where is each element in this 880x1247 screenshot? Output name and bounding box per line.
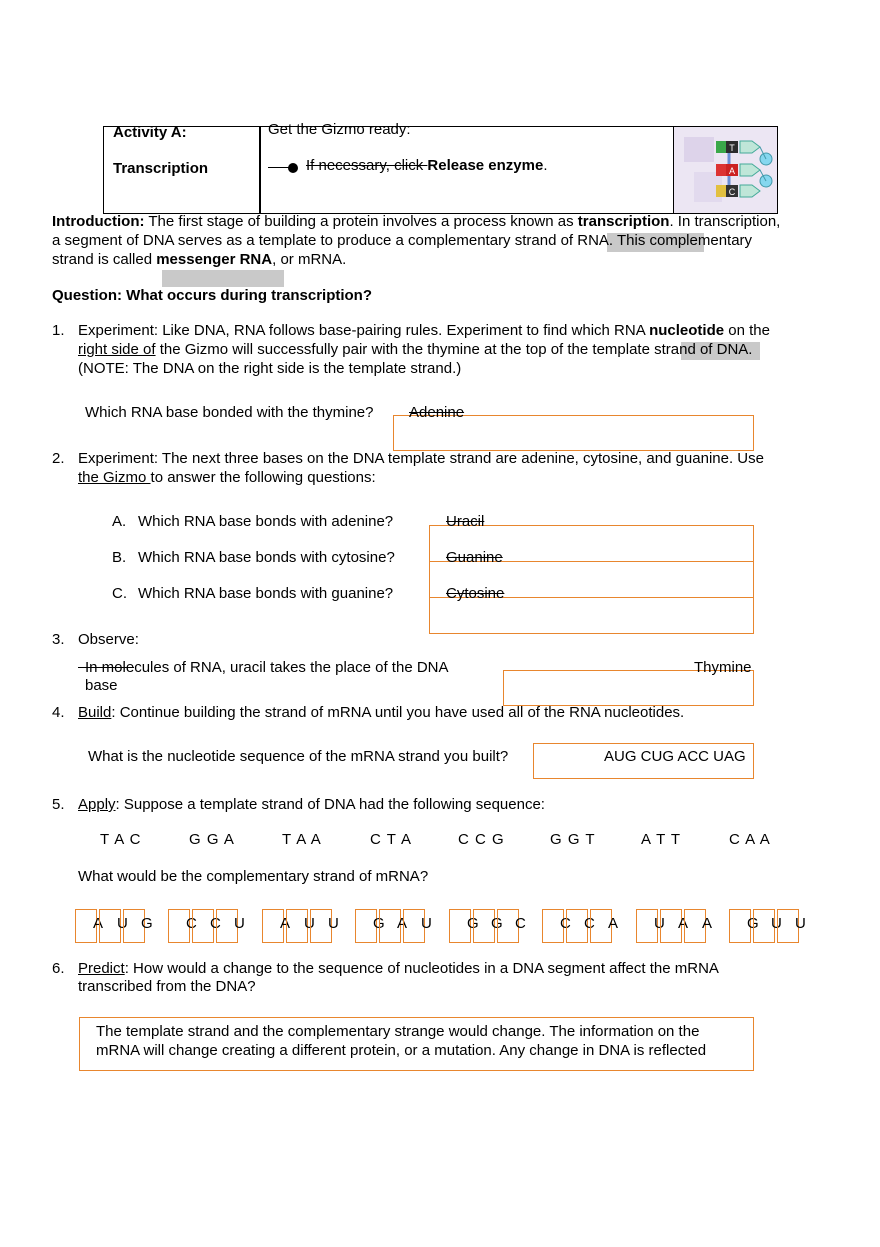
activity-topic: Transcription	[113, 160, 209, 177]
mrna-letter: A	[397, 915, 408, 932]
intro-label: Introduction:	[52, 213, 145, 230]
mrna-letter: U	[421, 915, 432, 932]
q5-text: : Suppose a template strand of DNA had the following sequence:	[115, 796, 545, 813]
gizmo-ready-title: Get the Gizmo ready:	[268, 121, 411, 138]
mrna-letter: C	[186, 915, 197, 932]
gizmo-thumbnail	[674, 127, 777, 213]
q4-text: : Continue building the strand of mRNA until you have used all of the RNA nucleotides.	[111, 704, 685, 721]
bullet-line	[268, 167, 290, 168]
q3-number: 3.	[52, 631, 65, 648]
mrna-letter: C	[560, 915, 571, 932]
q1-text-2b: the Gizmo will successfully pair with the thymine at the top of the template strand of DNA.	[155, 341, 753, 358]
mrna-letter: G	[373, 915, 385, 932]
question-heading: Question: What occurs during transcription?	[52, 287, 373, 304]
intro-line-3	[52, 251, 346, 268]
q2-item-c-letter: C.	[112, 585, 127, 602]
gizmo-thumbnail-graphic	[674, 127, 777, 213]
q2-number: 2.	[52, 450, 65, 467]
mrna-letter: A	[280, 915, 291, 932]
mrna-letter: G	[467, 915, 479, 932]
q2-answer-c: Cytosine	[446, 585, 505, 602]
q1-number: 1.	[52, 322, 65, 339]
mrna-letter: C	[584, 915, 595, 932]
dna-codon: C A A	[729, 831, 771, 848]
intro-line-1	[52, 213, 780, 230]
q1-line-3: (NOTE: The DNA on the right side is the template strand.)	[78, 360, 462, 377]
q6-answer-line-1: The template strand and the complementary strange would change. The information on the	[96, 1023, 700, 1040]
q4-answer: AUG CUG ACC UAG	[604, 748, 746, 765]
activity-label: Activity A:	[113, 124, 187, 141]
q2-item-b-letter: B.	[112, 549, 127, 566]
mrna-letter: G	[141, 915, 153, 932]
q4-build: Build	[78, 704, 112, 721]
q3-title: Observe:	[78, 631, 139, 648]
q1-text-1a: Experiment: Like DNA, RNA follows base-pairing rules. Experiment to find which RNA	[78, 322, 650, 339]
bullet-suffix: .	[543, 157, 548, 174]
mrna-letter: U	[304, 915, 315, 932]
mrna-letter: G	[491, 915, 503, 932]
q6-number: 6.	[52, 960, 65, 977]
q4-prompt: What is the nucleotide sequence of the mRNA strand you built?	[88, 748, 509, 765]
mrna-letter: C	[515, 915, 526, 932]
gizmo-letter-2: C	[728, 187, 736, 197]
intro-text-1: The first stage of building a protein involves a process known as	[144, 213, 578, 230]
q1-nucleotide: nucleotide	[649, 322, 725, 339]
dna-codon: G G A	[189, 831, 235, 848]
mrna-letter: U	[234, 915, 245, 932]
q2-item-a-letter: A.	[112, 513, 127, 530]
bullet-prefix: If necessary, click	[306, 157, 428, 174]
q4-number: 4.	[52, 704, 65, 721]
mrna-letter: A	[678, 915, 689, 932]
dna-codon: C T A	[370, 831, 412, 848]
mrna-letter: U	[117, 915, 128, 932]
q2-item-b-prompt: Which RNA base bonds with cytosine?	[138, 549, 395, 566]
mrna-letter: A	[702, 915, 713, 932]
mrna-letter: U	[771, 915, 782, 932]
q2-line-2	[78, 469, 376, 486]
q2-item-c-prompt: Which RNA base bonds with guanine?	[138, 585, 394, 602]
q6-line-1	[78, 960, 719, 977]
mrna-letter: U	[654, 915, 665, 932]
q2-the-gizmo: the Gizmo	[78, 469, 151, 486]
intro-text-3a: strand is called	[52, 251, 157, 268]
intro-line-2: a segment of DNA serves as a template to produce a complementary strand of RNA. This complementary	[52, 232, 753, 249]
q1-line-2	[78, 341, 752, 358]
dna-codon: T A A	[282, 831, 322, 848]
dna-codon: A T T	[641, 831, 682, 848]
q2-answer-a: Uracil	[446, 513, 485, 530]
release-enzyme-instruction	[306, 157, 548, 174]
header-divider-left	[259, 126, 261, 214]
q5-number: 5.	[52, 796, 65, 813]
gizmo-letter-1: A	[728, 166, 736, 176]
release-enzyme-label: Release enzyme	[427, 157, 544, 174]
q2-line-1: Experiment: The next three bases on the DNA template strand are adenine, cytosine, and guanine. Use	[78, 450, 764, 467]
mrna-letter: A	[608, 915, 619, 932]
q6-predict: Predict	[78, 960, 125, 977]
mrna-letter: U	[795, 915, 806, 932]
q2-text-2b: to answer the following questions:	[150, 469, 376, 486]
intro-messenger-rna: messenger RNA	[156, 251, 273, 268]
q2-item-a-prompt: Which RNA base bonds with adenine?	[138, 513, 394, 530]
q2-answer-c-field[interactable]	[429, 597, 754, 634]
q6-text-1: : How would a change to the sequence of nucleotides in a DNA segment affect the mRNA	[124, 960, 719, 977]
gizmo-letter-0: T	[729, 143, 735, 153]
q1-line-1	[78, 322, 770, 339]
q5-line	[78, 796, 545, 813]
q6-answer-line-2: mRNA will change creating a different protein, or a mutation. Any change in DNA is reflected	[96, 1042, 707, 1059]
dna-codon: C C G	[458, 831, 505, 848]
intro-highlight-2	[162, 270, 284, 287]
intro-text-1c: . In transcription,	[669, 213, 781, 230]
mrna-letter: G	[747, 915, 759, 932]
q5-apply: Apply	[78, 796, 116, 813]
q6-line-2: transcribed from the DNA?	[78, 978, 256, 995]
q3-line-2: base	[85, 677, 118, 694]
nucleotide-t-back	[716, 141, 726, 153]
q1-prompt: Which RNA base bonded with the thymine?	[85, 404, 374, 421]
q1-answer: Adenine	[409, 404, 465, 421]
q5-prompt: What would be the complementary strand of mRNA?	[78, 868, 429, 885]
mrna-letter: A	[93, 915, 104, 932]
bullet-dot	[288, 163, 298, 173]
q2-answer-b: Guanine	[446, 549, 503, 566]
mrna-letter: U	[328, 915, 339, 932]
mrna-letter: C	[210, 915, 221, 932]
intro-transcription: transcription	[577, 213, 670, 230]
q3-answer: Thymine	[694, 659, 752, 676]
dna-codon: T A C	[100, 831, 142, 848]
q3-line-1: In molecules of RNA, uracil takes the place of the DNA	[85, 659, 449, 676]
q4-line	[78, 704, 684, 721]
intro-text-3c: , or mRNA.	[272, 251, 347, 268]
dna-codon: G G T	[550, 831, 596, 848]
q1-text-1c: on the	[724, 322, 770, 339]
q1-right-side: right side of	[78, 341, 156, 358]
